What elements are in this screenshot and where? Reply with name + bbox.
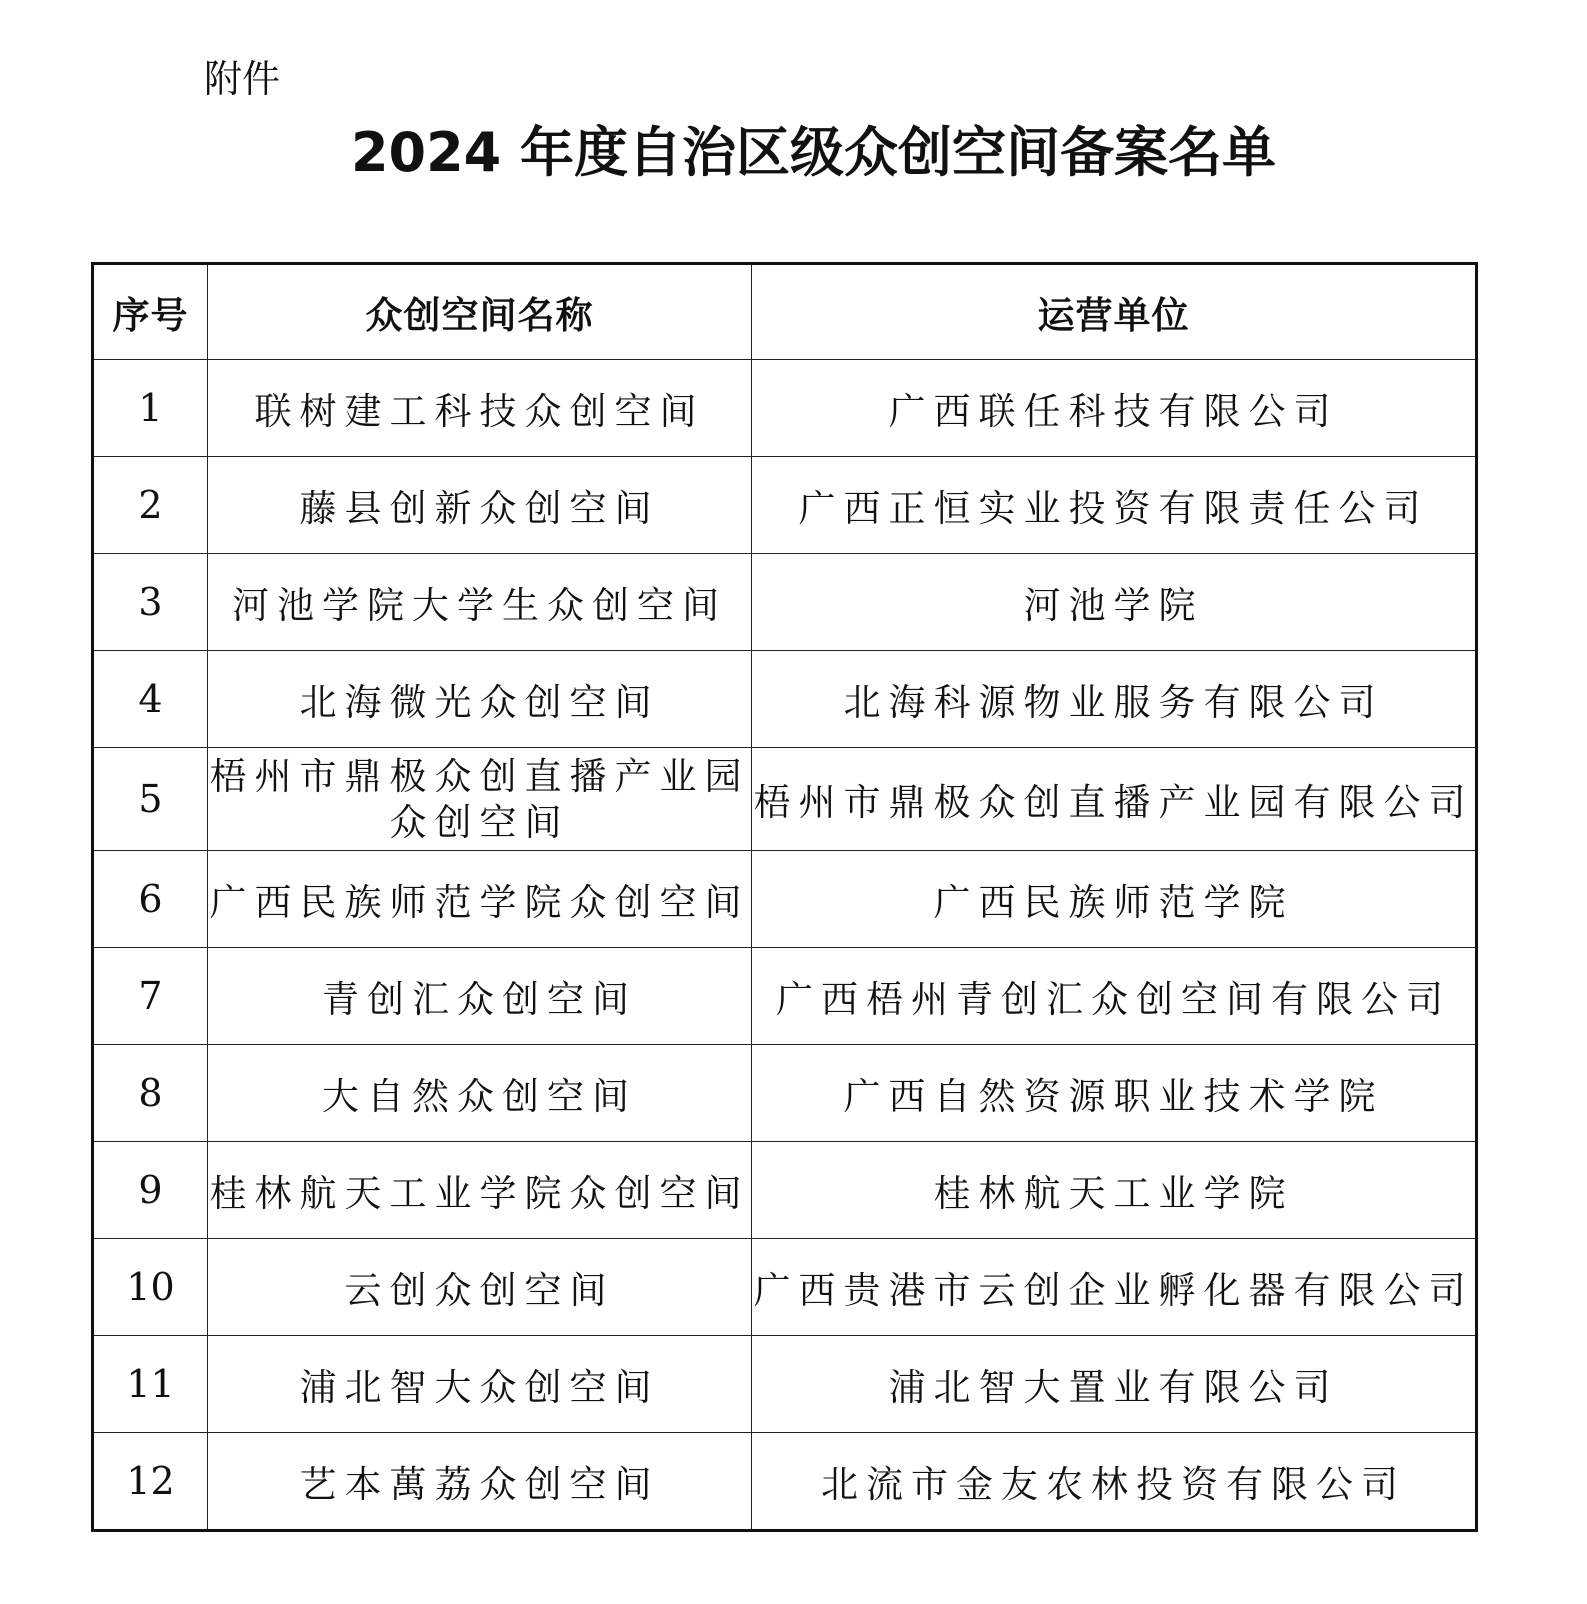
header-index: 序号 <box>93 264 208 360</box>
row-space-name: 河池学院大学生众创空间 <box>208 554 752 651</box>
table-row <box>93 554 1477 651</box>
row-space-name: 藤县创新众创空间 <box>208 457 752 554</box>
table-row <box>93 851 1477 948</box>
row-operator: 梧州市鼎极众创直播产业园有限公司 <box>752 748 1477 851</box>
table-row <box>93 360 1477 457</box>
row-space-name: 桂林航天工业学院众创空间 <box>208 1142 752 1239</box>
table-row <box>93 1045 1477 1142</box>
row-space-name: 云创众创空间 <box>208 1239 752 1336</box>
row-space-name: 青创汇众创空间 <box>208 948 752 1045</box>
row-operator: 北海科源物业服务有限公司 <box>752 651 1477 748</box>
page-title: 2024 年度自治区级众创空间备案名单 <box>350 121 1277 184</box>
header-operator: 运营单位 <box>752 264 1477 360</box>
table-row <box>93 1433 1477 1531</box>
row-operator: 桂林航天工业学院 <box>752 1142 1477 1239</box>
attachment-label: 附件 <box>204 57 281 101</box>
row-index: 8 <box>93 1045 208 1142</box>
header-name: 众创空间名称 <box>208 264 752 360</box>
table-row <box>93 748 1477 851</box>
row-operator: 广西正恒实业投资有限责任公司 <box>752 457 1477 554</box>
row-operator: 河池学院 <box>752 554 1477 651</box>
record-table <box>91 262 1478 1532</box>
row-space-name: 艺本萬荔众创空间 <box>208 1433 752 1531</box>
row-index: 7 <box>93 948 208 1045</box>
row-operator: 北流市金友农林投资有限公司 <box>752 1433 1477 1531</box>
row-operator: 广西自然资源职业技术学院 <box>752 1045 1477 1142</box>
row-index: 2 <box>93 457 208 554</box>
row-operator: 广西联任科技有限公司 <box>752 360 1477 457</box>
table-row <box>93 948 1477 1045</box>
row-index: 4 <box>93 651 208 748</box>
row-space-name: 联树建工科技众创空间 <box>208 360 752 457</box>
table-row <box>93 1336 1477 1433</box>
table-header-row <box>93 264 1477 360</box>
row-operator: 广西梧州青创汇众创空间有限公司 <box>752 948 1477 1045</box>
table-row <box>93 1142 1477 1239</box>
table-row <box>93 1239 1477 1336</box>
table-row <box>93 651 1477 748</box>
row-space-name: 梧州市鼎极众创直播产业园众创空间 <box>208 748 752 851</box>
row-space-name: 浦北智大众创空间 <box>208 1336 752 1433</box>
row-index: 6 <box>93 851 208 948</box>
row-operator: 广西民族师范学院 <box>752 851 1477 948</box>
row-index: 1 <box>93 360 208 457</box>
row-space-name: 广西民族师范学院众创空间 <box>208 851 752 948</box>
table-row <box>93 457 1477 554</box>
row-index: 10 <box>93 1239 208 1336</box>
row-index: 9 <box>93 1142 208 1239</box>
row-space-name: 北海微光众创空间 <box>208 651 752 748</box>
row-operator: 广西贵港市云创企业孵化器有限公司 <box>752 1239 1477 1336</box>
row-space-name: 大自然众创空间 <box>208 1045 752 1142</box>
row-operator: 浦北智大置业有限公司 <box>752 1336 1477 1433</box>
row-index: 3 <box>93 554 208 651</box>
row-index: 12 <box>93 1433 208 1531</box>
row-index: 11 <box>93 1336 208 1433</box>
row-index: 5 <box>93 748 208 851</box>
